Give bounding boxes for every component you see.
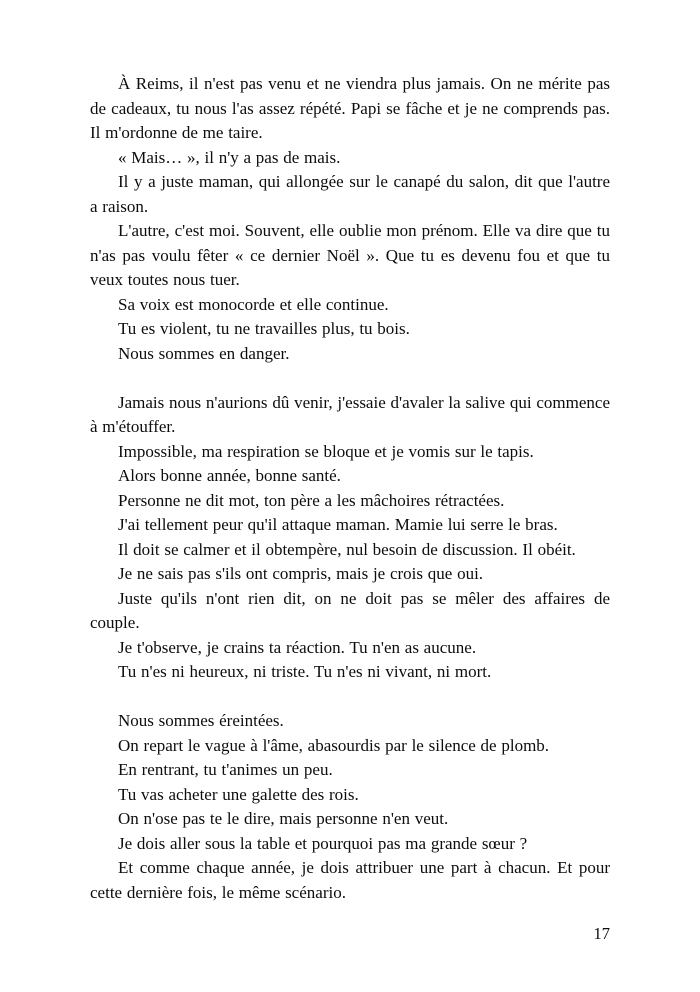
paragraph: « Mais… », il n'y a pas de mais. <box>118 147 341 167</box>
paragraph: Jamais nous n'aurions dû venir, j'essaie d'avaler la salive qui commence à m'étouffer. <box>90 392 610 436</box>
paragraph: Il doit se calmer et il obtempère, nul besoin de discussion. Il obéit. <box>118 539 576 559</box>
text-section-3 <box>90 709 610 905</box>
paragraph: Je dois aller sous la table et pourquoi pas ma grande sœur ? <box>118 833 528 853</box>
paragraph: Je ne sais pas s'ils ont compris, mais je crois que oui. <box>118 564 484 583</box>
paragraph: Juste qu'ils n'ont rien dit, on ne doit pas se mêler des affaires de couple. <box>90 588 610 632</box>
paragraph: J'ai tellement peur qu'il attaque maman. Mamie lui serre le bras. <box>118 515 558 534</box>
paragraph: En rentrant, tu t'animes un peu. <box>118 760 333 779</box>
paragraph: Et comme chaque année, je dois attribuer une part à chacun. Et pour cette dernière fois, le même scénario. <box>90 858 610 902</box>
paragraph: Nous sommes éreintées. <box>118 711 284 730</box>
paragraph: Personne ne dit mot, ton père a les mâchoires rétractées. <box>118 490 505 510</box>
paragraph: Sa voix est monocorde et elle continue. <box>118 294 389 314</box>
paragraph: Alors bonne année, bonne santé. <box>118 466 341 485</box>
paragraph: Impossible, ma respiration se bloque et je vomis sur le tapis. <box>118 441 534 461</box>
paragraph: Nous sommes en danger. <box>118 343 290 363</box>
paragraph: Tu es violent, tu ne travailles plus, tu bois. <box>118 319 410 338</box>
paragraph: L'autre, c'est moi. Souvent, elle oublie mon prénom. Elle va dire que tu n'as pas voulu fêter « ce dernier Noël ». Que tu es devenu fou et que tu veux toutes nous tuer. <box>90 221 610 289</box>
page-number: 17 <box>593 923 610 943</box>
paragraph: Tu vas acheter une galette des rois. <box>118 784 359 804</box>
paragraph: Je t'observe, je crains ta réaction. Tu n'en as aucune. <box>118 637 477 657</box>
paragraph: Tu n'es ni heureux, ni triste. Tu n'es ni vivant, ni mort. <box>118 662 492 681</box>
paragraph: À Reims, il n'est pas venu et ne viendra plus jamais. On ne mérite pas de cadeaux, tu nous l'as assez répété. Papi se fâche et je ne comprends pas. Il m'ordonne de me taire. <box>90 74 610 142</box>
paragraph: On repart le vague à l'âme, abasourdis par le silence de plomb. <box>118 735 550 755</box>
text-section-2 <box>90 391 610 685</box>
paragraph: On n'ose pas te le dire, mais personne n'en veut. <box>118 809 449 828</box>
text-section-1 <box>90 72 610 366</box>
paragraph: Il y a juste maman, qui allongée sur le canapé du salon, dit que l'autre a raison. <box>90 172 610 216</box>
